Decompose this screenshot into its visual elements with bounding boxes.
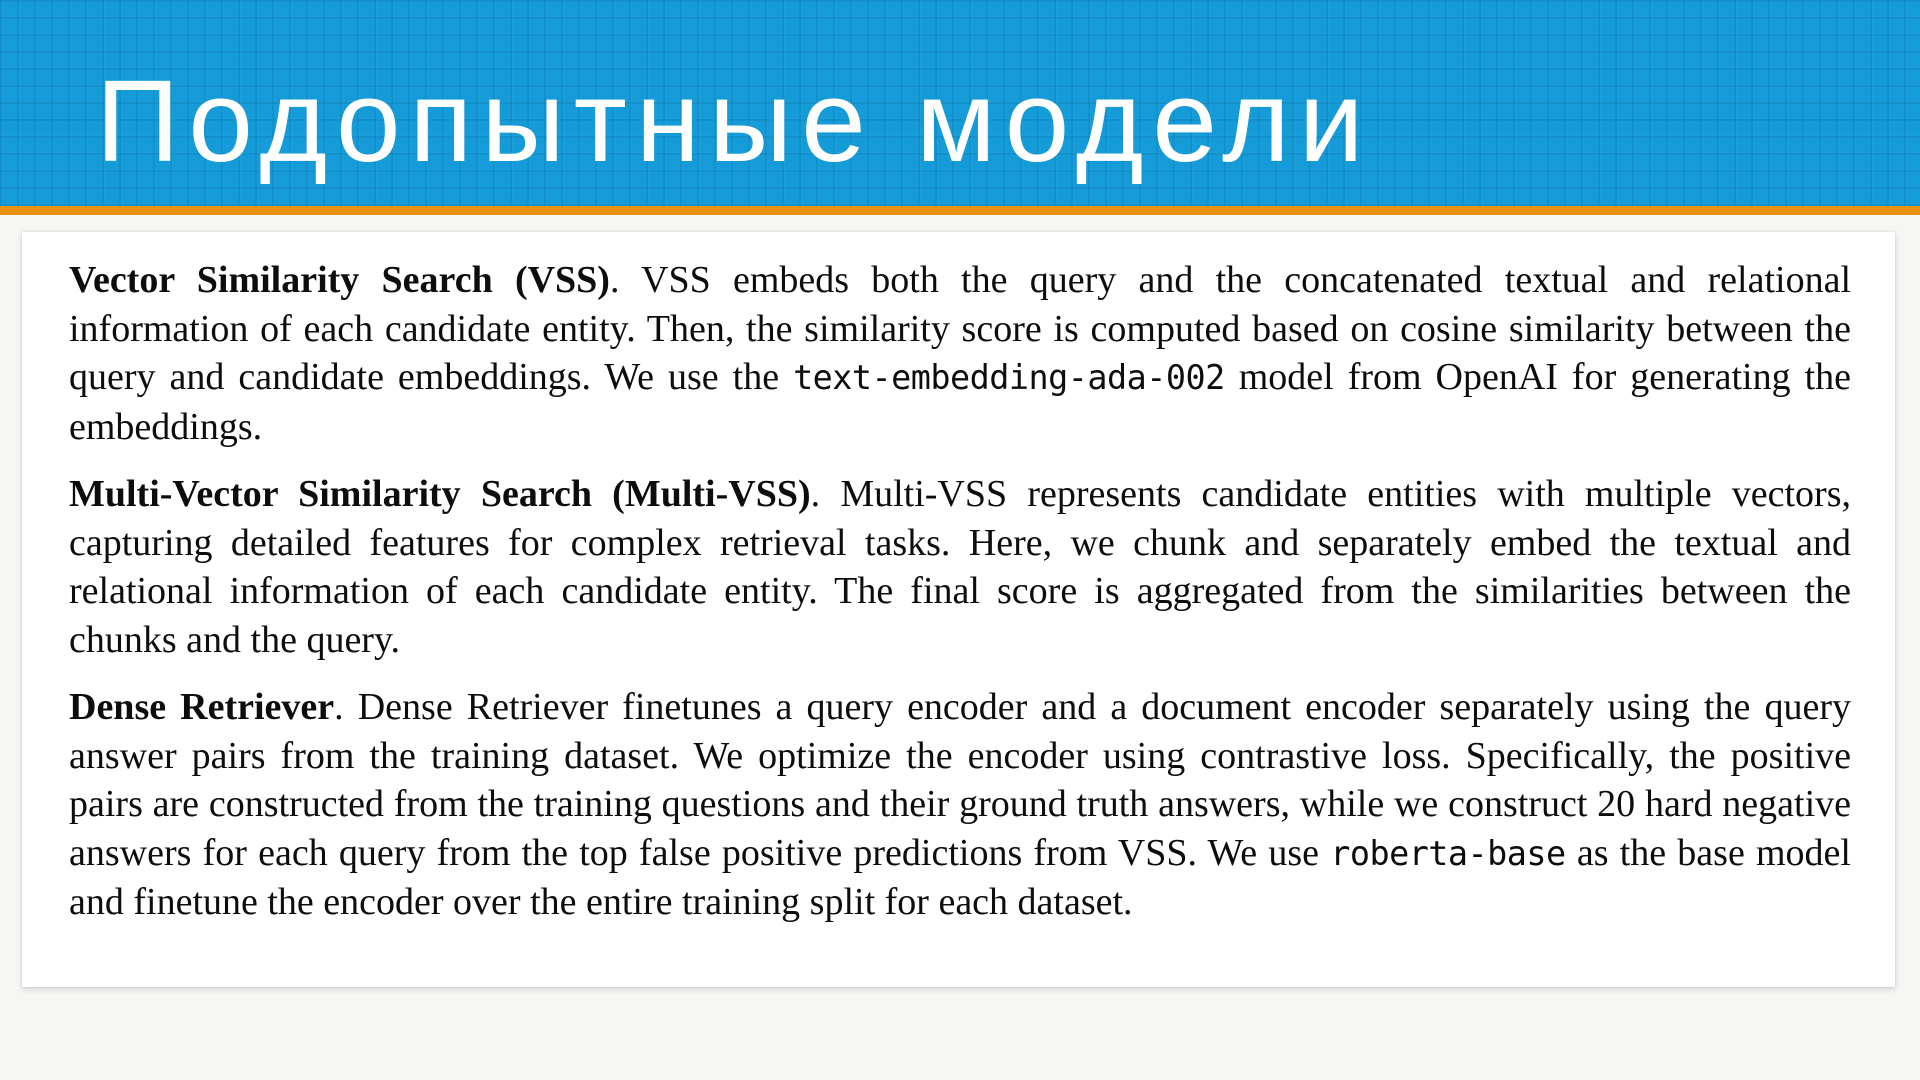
paragraph-heading-run: Dense Retriever [69,686,335,728]
paper-paragraph [69,683,1851,927]
text-run: . Multi-VSS represents candidate entities with multiple vectors, capturing detailed features for complex retrieval tasks. Here, we chunk and separately embed the textual and relational information of each candidate entity. The final score is aggregated from the similarities between the chunks and the query. [69,473,1851,661]
code-run: roberta-base [1330,833,1566,873]
code-run: text-embedding-ada-002 [793,358,1225,397]
paper-paragraph [69,470,1851,664]
text-run: . VSS embeds both the query and the concatenated textual and relational information of each candidate entity. Then, the similarity score is computed based on cosine similarity between the query and candidate embeddings. We use the [69,259,1851,398]
text-run: as the base model and finetune the encoder over the entire training split for each dataset. [69,831,1851,923]
paper-text-panel [22,232,1895,987]
paper-paragraph [69,256,1851,451]
slide-title: Подопытные модели [96,56,1373,186]
accent-line [0,206,1920,215]
slide-header [0,0,1920,206]
text-run: . Dense Retriever finetunes a query encoder and a document encoder separately using the query answer pairs from the training dataset. We optimize the encoder using contrastive loss. Specifically, the positive pairs are constructed from the training questions and their ground truth answers, while we construct 20 hard negative answers for each query from the top false positive predictions from VSS. We use [69,686,1851,874]
paragraph-heading-run: Vector Similarity Search (VSS) [69,259,610,301]
text-run: model from OpenAI for generating the embeddings. [69,356,1851,448]
paragraph-heading-run: Multi-Vector Similarity Search (Multi-VSS) [69,473,811,515]
